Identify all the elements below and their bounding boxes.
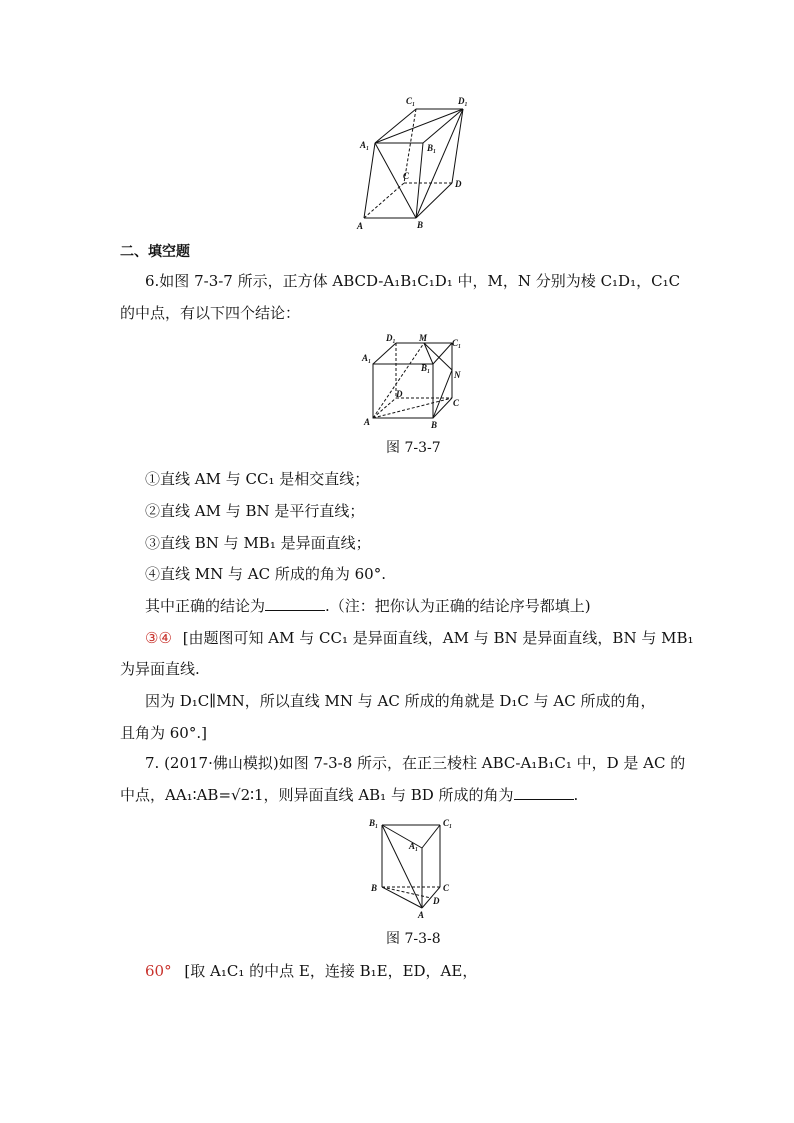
seg-B1-A — [382, 825, 422, 908]
q7-explain1: [取 A₁C₁ 的中点 E，连接 B₁E，ED，AE， — [184, 962, 478, 980]
label-B1: B₁ — [427, 143, 437, 153]
label-C: C — [443, 883, 450, 893]
figure-7-3-8 — [368, 812, 458, 924]
diag-A1-D1 — [375, 109, 463, 143]
top-figure — [355, 95, 475, 235]
q6-prompt — [145, 596, 591, 616]
label-B: B — [431, 420, 438, 430]
label-A1: A₁ — [362, 353, 372, 363]
edge-B-D — [416, 183, 452, 218]
label-D: D — [433, 896, 440, 906]
label-D1: D₁ — [458, 96, 468, 106]
edge-A-C — [364, 183, 404, 218]
q6-explanation-line3: 因为 D₁C∥MN，所以直线 MN 与 AC 所成的角就是 D₁C 与 AC 所成的角， — [145, 692, 656, 710]
q6-prompt-text: 其中正确的结论为 — [145, 597, 266, 615]
q6-option-1: ①直线 AM 与 CC₁ 是相交直线； — [145, 470, 370, 488]
edge-A1-C1 — [422, 825, 440, 848]
seg-M-B1 — [424, 343, 433, 364]
q6-line1: 6.如图 7-3-7 所示，正方体 ABCD-A₁B₁C₁D₁ 中，M，N 分别为棱 C₁D₁，C₁C — [145, 272, 681, 290]
q6-prompt-note: .（注：把你认为正确的结论序号都填上) — [325, 597, 591, 615]
q7-answer-blank — [514, 785, 574, 800]
label-C: C — [453, 398, 460, 408]
q7-answer: 60° — [145, 962, 172, 980]
q7-explanation-line1 — [145, 961, 477, 981]
edge-B-C — [433, 398, 452, 418]
q6-explanation-line1 — [145, 628, 694, 648]
q6-option-2: ②直线 AM 与 BN 是平行直线； — [145, 502, 365, 520]
label-A: A — [357, 221, 364, 231]
label-D: D — [455, 179, 462, 189]
edge-A1-D1 — [373, 343, 396, 364]
q6-answer-blank — [265, 596, 325, 611]
q7-line2 — [120, 785, 578, 805]
seg-B-D — [382, 887, 431, 898]
label-B1: B₁ — [421, 363, 431, 373]
q7-line1: 7. (2017·佛山模拟)如图 7-3-8 所示，在正三棱柱 ABC-A₁B₁C₁ 中，D 是 AC 的 — [145, 754, 686, 772]
label-A: A — [364, 417, 371, 427]
label-D1: D₁ — [386, 333, 396, 343]
label-C: C — [403, 171, 410, 181]
label-C1: C₁ — [452, 338, 462, 348]
label-B: B — [371, 883, 378, 893]
label-A1: A₁ — [360, 140, 370, 150]
q6-explain1: [由题图可知 AM 与 CC₁ 是异面直线，AM 与 BN 是异面直线，BN 与 MB₁ — [182, 629, 694, 647]
edge-B-A — [382, 887, 422, 908]
label-B: B — [417, 220, 424, 230]
edge-B1-D1 — [423, 109, 463, 143]
figure-caption-7-3-8: 图 7-3-8 — [386, 931, 441, 947]
seg-B-N — [433, 370, 452, 418]
figure-caption-7-3-7: 图 7-3-7 — [386, 440, 441, 456]
edge-A1-C1 — [375, 109, 416, 143]
label-A1: A₁ — [409, 841, 419, 851]
seg-A-M — [373, 343, 424, 418]
edge-A1-A — [364, 143, 375, 218]
diag-A1-B — [375, 143, 416, 218]
q6-explanation-line4: 且角为 60°.] — [120, 724, 207, 742]
q6-explanation-line2: 为异面直线. — [120, 660, 200, 678]
edge-D1-D — [452, 109, 463, 183]
figure-7-3-7 — [360, 333, 470, 431]
q6-answer: ③④ — [145, 629, 172, 647]
label-C1: C₁ — [406, 96, 416, 106]
label-A: A — [418, 910, 425, 920]
q7-line2-end: . — [573, 786, 579, 804]
label-B1: B₁ — [369, 818, 379, 828]
q7-line2-text: 中点，AA₁∶AB=√2∶1，则异面直线 AB₁ 与 BD 所成的角为 — [120, 786, 514, 804]
label-C1: C₁ — [443, 818, 453, 828]
q6-line2: 的中点，有以下四个结论： — [120, 304, 301, 322]
label-M: M — [419, 333, 428, 343]
q6-option-3: ③直线 BN 与 MB₁ 是异面直线； — [145, 534, 371, 552]
label-D: D — [396, 389, 403, 399]
diag-B-D1 — [416, 109, 463, 218]
edge-B1-B — [416, 143, 423, 218]
q6-option-4: ④直线 MN 与 AC 所成的角为 60°. — [145, 565, 386, 583]
section-title: 二、填空题 — [120, 244, 190, 260]
label-N: N — [454, 370, 461, 380]
